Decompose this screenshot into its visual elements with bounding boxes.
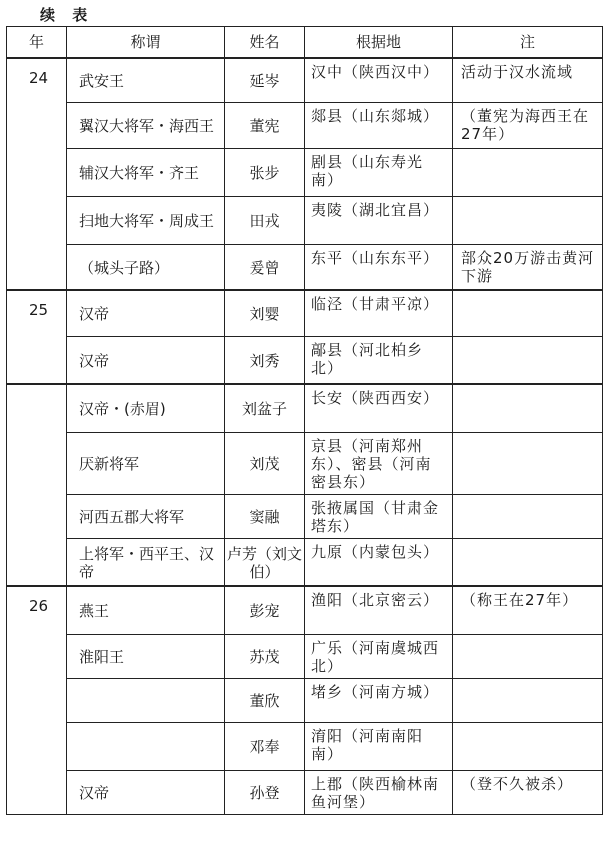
- table-row: [7, 196, 603, 244]
- cell-place: 汉中（陕西汉中）: [305, 58, 453, 102]
- cell-note: [453, 538, 603, 586]
- cell-name: 邓奉: [225, 722, 305, 770]
- cell-name: 彭宠: [225, 586, 305, 634]
- table-row: [7, 432, 603, 494]
- cell-year: 24: [7, 58, 67, 290]
- table-row: [7, 336, 603, 384]
- cell-name: 田戎: [225, 196, 305, 244]
- cell-place: 上郡（陕西榆林南鱼河堡）: [305, 770, 453, 814]
- cell-place: 渔阳（北京密云）: [305, 586, 453, 634]
- cell-place: 张掖属国（甘肃金塔东）: [305, 494, 453, 538]
- cell-place: 剧县（山东寿光南）: [305, 148, 453, 196]
- table-row: [7, 586, 603, 634]
- cell-note: （称王在27年）: [453, 586, 603, 634]
- cell-year: 25: [7, 290, 67, 384]
- header-place: 根据地: [305, 27, 453, 59]
- cell-name: 刘婴: [225, 290, 305, 336]
- cell-name: 张步: [225, 148, 305, 196]
- cell-note: （登不久被杀）: [453, 770, 603, 814]
- cell-note: [453, 494, 603, 538]
- cell-place: 鄗县（河北柏乡北）: [305, 336, 453, 384]
- cell-place: 临泾（甘肃平凉）: [305, 290, 453, 336]
- cell-name: 延岑: [225, 58, 305, 102]
- cell-title: 汉帝: [67, 770, 225, 814]
- cell-title: 汉帝・(赤眉): [67, 384, 225, 432]
- cell-name: 卢芳（刘文伯）: [225, 538, 305, 586]
- cell-title: （城头子路）: [67, 244, 225, 290]
- cell-note: [453, 336, 603, 384]
- table-row: [7, 384, 603, 432]
- cell-title: 厌新将军: [67, 432, 225, 494]
- table-row: [7, 494, 603, 538]
- cell-title: 淮阳王: [67, 634, 225, 678]
- cell-note: （董宪为海西王在27年）: [453, 102, 603, 148]
- cell-note: [453, 148, 603, 196]
- cell-place: 夷陵（湖北宜昌）: [305, 196, 453, 244]
- cell-name: 爰曾: [225, 244, 305, 290]
- header-row: [7, 27, 603, 59]
- cell-note: [453, 196, 603, 244]
- cell-place: 广乐（河南虞城西北）: [305, 634, 453, 678]
- cell-note: [453, 432, 603, 494]
- table-row: [7, 58, 603, 102]
- header-note: 注: [453, 27, 603, 59]
- cell-note: [453, 634, 603, 678]
- cell-place: 堵乡（河南方城）: [305, 678, 453, 722]
- cell-title: [67, 722, 225, 770]
- cell-title: [67, 678, 225, 722]
- cell-note: [453, 722, 603, 770]
- cell-title: 汉帝: [67, 290, 225, 336]
- cell-title: 河西五郡大将军: [67, 494, 225, 538]
- cell-place: 京县（河南郑州东）、密县（河南密县东）: [305, 432, 453, 494]
- cell-note: 部众20万游击黄河下游: [453, 244, 603, 290]
- table-row: [7, 102, 603, 148]
- cell-name: 窦融: [225, 494, 305, 538]
- cell-name: 刘秀: [225, 336, 305, 384]
- cell-place: 长安（陕西西安）: [305, 384, 453, 432]
- table-row: [7, 148, 603, 196]
- header-year: 年: [7, 27, 67, 59]
- cell-title: 上将军・西平王、汉帝: [67, 538, 225, 586]
- cell-note: [453, 384, 603, 432]
- table-row: [7, 244, 603, 290]
- cell-name: 董宪: [225, 102, 305, 148]
- table-row: [7, 678, 603, 722]
- cell-name: 孙登: [225, 770, 305, 814]
- cell-title: 翼汉大将军・海西王: [67, 102, 225, 148]
- cell-place: 淯阳（河南南阳南）: [305, 722, 453, 770]
- table-row: [7, 634, 603, 678]
- table-row: [7, 722, 603, 770]
- cell-note: [453, 678, 603, 722]
- table-row: [7, 290, 603, 336]
- cell-name: 董欣: [225, 678, 305, 722]
- rebel-regimes-table: [6, 26, 603, 815]
- cell-year: [7, 384, 67, 586]
- cell-title: 汉帝: [67, 336, 225, 384]
- cell-note: 活动于汉水流域: [453, 58, 603, 102]
- table-row: [7, 538, 603, 586]
- cell-note: [453, 290, 603, 336]
- cell-title: 武安王: [67, 58, 225, 102]
- cell-name: 苏茂: [225, 634, 305, 678]
- cell-name: 刘盆子: [225, 384, 305, 432]
- cell-title: 燕王: [67, 586, 225, 634]
- header-title: 称谓: [67, 27, 225, 59]
- table-row: [7, 770, 603, 814]
- cell-name: 刘茂: [225, 432, 305, 494]
- header-name: 姓名: [225, 27, 305, 59]
- table-body: [7, 58, 603, 814]
- table-caption: 续 表: [40, 6, 94, 24]
- cell-title: 辅汉大将军・齐王: [67, 148, 225, 196]
- cell-place: 东平（山东东平）: [305, 244, 453, 290]
- cell-title: 扫地大将军・周成王: [67, 196, 225, 244]
- cell-year: 26: [7, 586, 67, 814]
- cell-place: 郯县（山东郯城）: [305, 102, 453, 148]
- cell-place: 九原（内蒙包头）: [305, 538, 453, 586]
